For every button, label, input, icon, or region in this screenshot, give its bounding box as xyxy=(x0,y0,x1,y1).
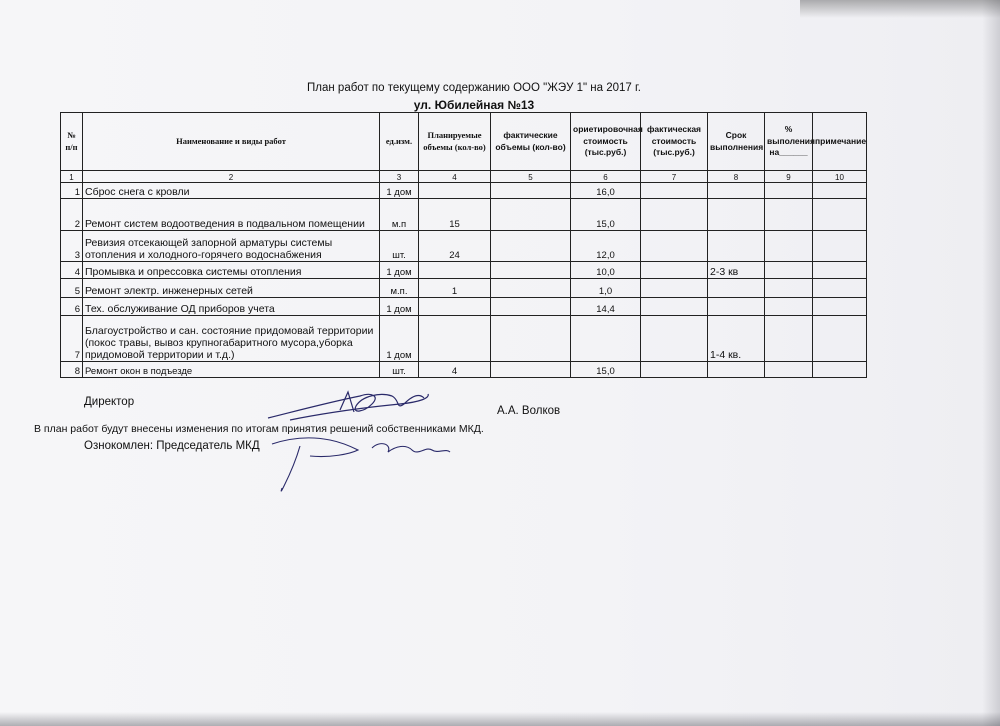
row-planned: 4 xyxy=(419,362,491,378)
col-number: 2 xyxy=(83,171,380,183)
row-unit: 1 дом xyxy=(380,316,419,362)
row-estimated-cost: 15,0 xyxy=(571,362,641,378)
col-number: 1 xyxy=(61,171,83,183)
header-estimated-cost: ориетировочная стоимость (тыс.руб.) xyxy=(571,113,641,171)
row-estimated-cost: 12,0 xyxy=(571,231,641,262)
row-num: 7 xyxy=(61,316,83,362)
chairman-signature xyxy=(272,438,450,491)
row-num: 6 xyxy=(61,298,83,316)
col-number: 8 xyxy=(708,171,765,183)
col-number: 7 xyxy=(641,171,708,183)
col-number: 9 xyxy=(765,171,813,183)
row-num: 3 xyxy=(61,231,83,262)
row-estimated-cost: 16,0 xyxy=(571,183,641,199)
row-name: Тех. обслуживание ОД приборов учета xyxy=(83,298,380,316)
row-unit: 1 дом xyxy=(380,298,419,316)
row-name: Ремонт окон в подъезде xyxy=(83,362,380,378)
changes-note: В план работ будут внесены изменения по итогам принятия решений собственниками МКД. xyxy=(34,423,484,435)
row-estimated-cost: 14,4 xyxy=(571,298,641,316)
col-number: 5 xyxy=(491,171,571,183)
row-planned: 15 xyxy=(419,199,491,231)
row-num: 4 xyxy=(61,262,83,279)
row-name: Ревизия отсекающей запорной арматуры системы отопления и холодного-горячего водоснабжения xyxy=(83,231,380,262)
col-number: 3 xyxy=(380,171,419,183)
header-planned: Планируемые объемы (кол-во) xyxy=(419,113,491,171)
row-name: Благоустройство и сан. состояние придомовай территории (покос травы, вывоз крупногабаритного мусора,уборка придомовой территории и т.д.) xyxy=(83,316,380,362)
row-estimated-cost: 10,0 xyxy=(571,262,641,279)
document-title: План работ по текущему содержанию ООО "ЖЭУ 1" на 2017 г. xyxy=(307,82,641,94)
director-signature xyxy=(268,392,428,420)
header-deadline: Срок выполнения xyxy=(708,113,765,171)
row-unit: м.п xyxy=(380,199,419,231)
row-name: Ремонт электр. инженерных сетей xyxy=(83,279,380,298)
header-percent: % выполения на______ xyxy=(765,113,813,171)
row-planned: 1 xyxy=(419,279,491,298)
director-label: Директор xyxy=(84,396,135,408)
acknowledged-label: Ознокомлен: Председатель МКД xyxy=(84,440,260,452)
row-unit: 1 дом xyxy=(380,262,419,279)
header-unit: ед.изм. xyxy=(380,113,419,171)
header-note: примечание xyxy=(813,113,867,171)
col-number: 4 xyxy=(419,171,491,183)
row-num: 1 xyxy=(61,183,83,199)
row-deadline: 2-3 кв xyxy=(708,262,765,279)
row-deadline: 1-4 кв. xyxy=(708,316,765,362)
row-num: 2 xyxy=(61,199,83,231)
col-number: 10 xyxy=(813,171,867,183)
row-name: Промывка и опрессовка системы отопления xyxy=(83,262,380,279)
row-num: 5 xyxy=(61,279,83,298)
row-estimated-cost: 15,0 xyxy=(571,199,641,231)
director-name: А.А. Волков xyxy=(497,405,561,417)
row-planned: 24 xyxy=(419,231,491,262)
row-unit: шт. xyxy=(380,231,419,262)
row-unit: 1 дом xyxy=(380,183,419,199)
row-num: 8 xyxy=(61,362,83,378)
row-unit: м.п. xyxy=(380,279,419,298)
document-address: ул. Юбилейная №13 xyxy=(413,98,535,112)
col-number: 6 xyxy=(571,171,641,183)
row-name: Сброс снега с кровли xyxy=(83,183,380,199)
header-name: Наименование и виды работ xyxy=(83,113,380,171)
row-unit: шт. xyxy=(380,362,419,378)
header-actual-cost: фактическая стоимость (тыс.руб.) xyxy=(641,113,708,171)
row-estimated-cost: 1,0 xyxy=(571,279,641,298)
row-name: Ремонт систем водоотведения в подвальном помещении xyxy=(83,199,380,231)
header-actual-volume: фактические объемы (кол-во) xyxy=(491,113,571,171)
header-num: № п/п xyxy=(61,113,83,171)
